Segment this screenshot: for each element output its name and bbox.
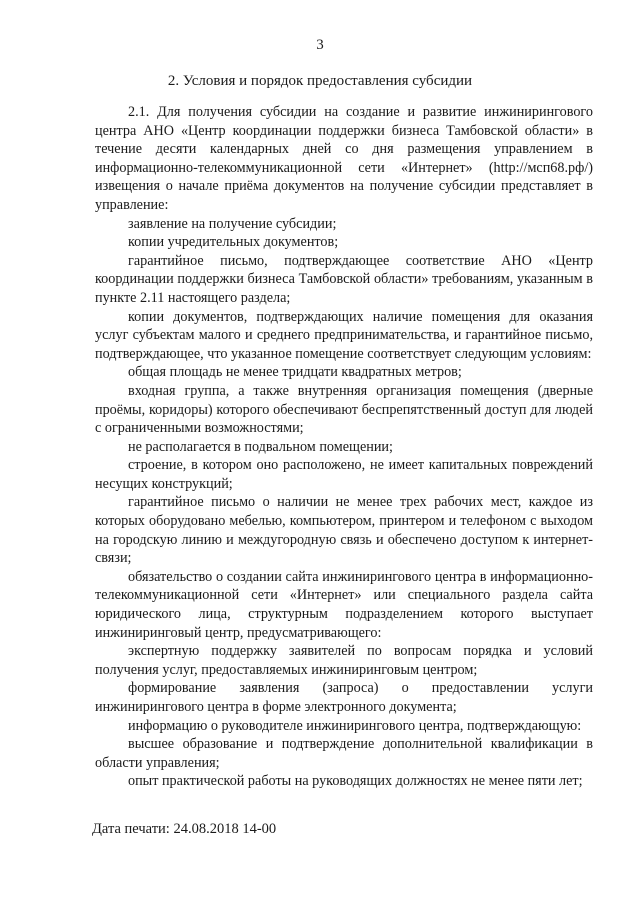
list-item: копии учредительных документов;: [128, 234, 339, 251]
list-item: входная группа, а также внутренняя организация помещения (дверные проёмы, коридоры) которого обеспечивают беспрепятственный доступ для людей с ограниченными возможностями;: [95, 382, 593, 437]
list-item: заявление на получение субсидии;: [128, 215, 337, 232]
list-item: экспертную поддержку заявителей по вопросам порядка и условий получения услуг, предоставляемых инжиниринговым центром;: [95, 643, 593, 678]
paragraph-2-1: 2.1. Для получения субсидии на создание и развитие инжинирингового центра АНО «Центр координации поддержки бизнеса Тамбовской области» в течение десяти календарных дней со дня размещения управлением в информационно-телекоммуникационной сети «Интернет» (http://мсп68.рф/) извещения о начале приёма документов на получение субсидии представляет в управление:: [95, 104, 593, 213]
list-item: гарантийное письмо о наличии не менее трех рабочих мест, каждое из которых оборудовано мебелью, компьютером, принтером и телефоном с выходом на городскую линию и междугородную связь и обеспечено доступом к интернет-связи;: [95, 494, 593, 567]
list-item: копии документов, подтверждающих наличие помещения для оказания услуг субъектам малого и среднего предпринимательства, и гарантийное письмо, подтверждающее, что указанное помещение соответствует следующим условиям:: [95, 308, 593, 362]
page-number: 3: [316, 37, 324, 53]
print-date-footer: Дата печати: 24.08.2018 14-00: [92, 821, 277, 837]
list-item: обязательство о создании сайта инжинирингового центра в информационно-телекоммуникационной сети «Интернет» или специального раздела сайта юридического лица, структурным подразделением которого выступает инжиниринговый центр, предусматривающего:: [95, 568, 593, 641]
list-item: гарантийное письмо, подтверждающее соответствие АНО «Центр координации поддержки бизнеса Тамбовской области» требованиям, указанным в пункте 2.11 настоящего раздела;: [95, 252, 593, 306]
list-item: информацию о руководителе инжинирингового центра, подтверждающую:: [128, 717, 582, 734]
section-title: 2. Условия и порядок предоставления субсидии: [167, 73, 473, 89]
list-item: опыт практической работы на руководящих должностях не менее пяти лет;: [128, 773, 583, 790]
list-item: общая площадь не менее тридцати квадратных метров;: [128, 364, 462, 381]
list-item: формирование заявления (запроса) о предоставлении услуги инжинирингового центра в форме электронного документа;: [95, 680, 593, 715]
document-body: [95, 103, 593, 791]
list-item: не располагается в подвальном помещении;: [128, 438, 393, 455]
list-item: строение, в котором оно расположено, не имеет капитальных повреждений несущих конструкций;: [95, 457, 593, 492]
list-item: высшее образование и подтверждение дополнительной квалификации в области управления;: [95, 736, 593, 771]
